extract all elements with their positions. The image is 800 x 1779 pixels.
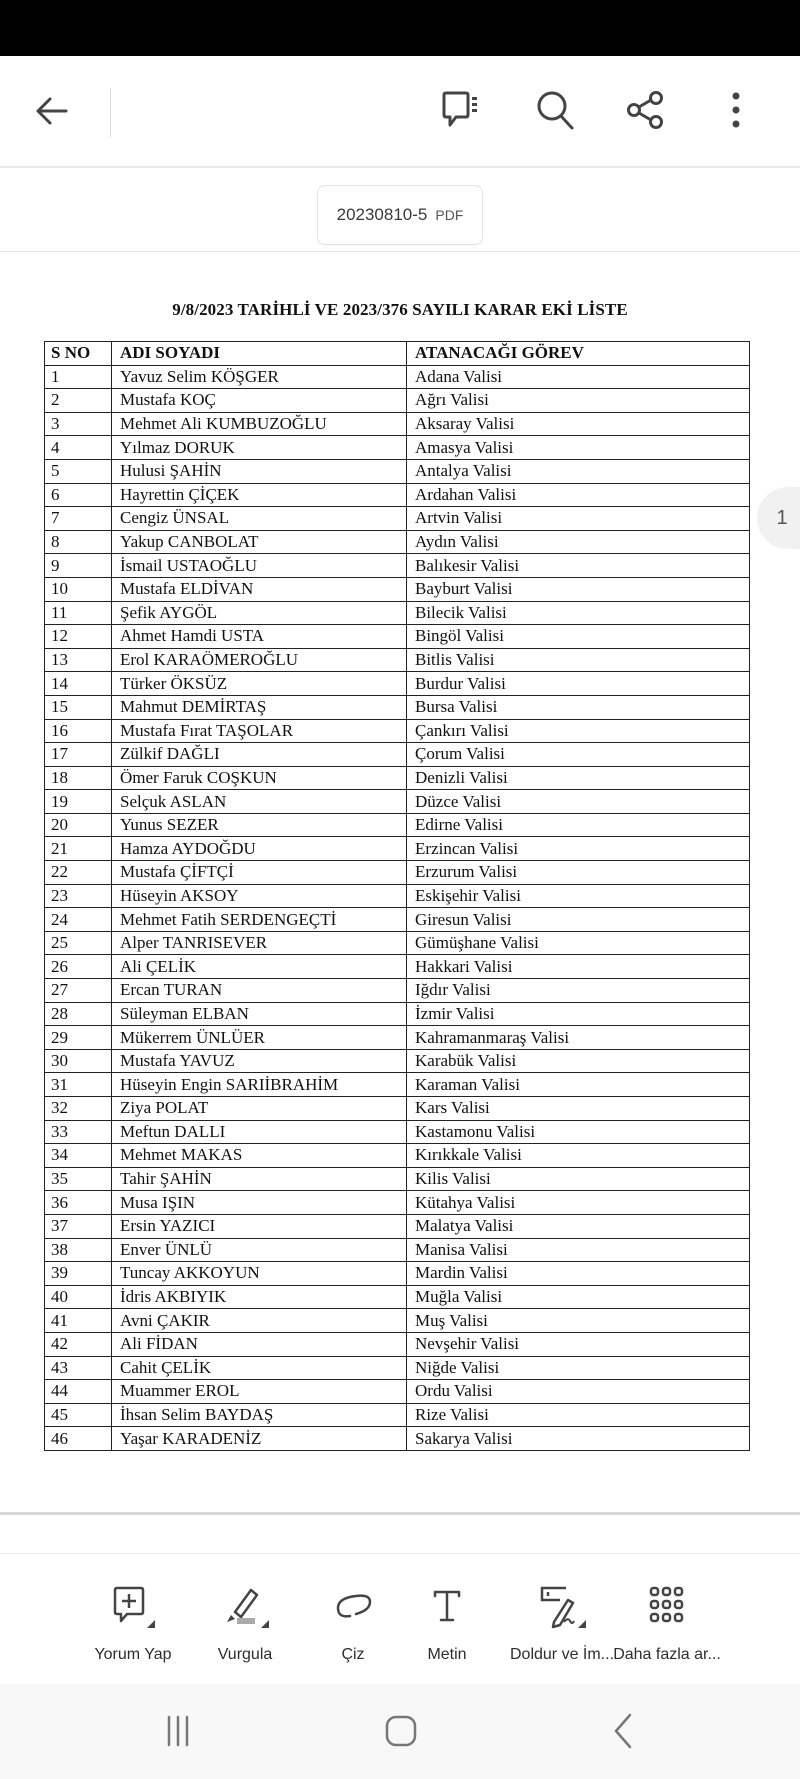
- file-name: 20230810-5: [336, 205, 428, 224]
- cell-name: Muammer EROL: [112, 1380, 407, 1404]
- cell-name: Hamza AYDOĞDU: [112, 837, 407, 861]
- cell-name: Mustafa Fırat TAŞOLAR: [112, 719, 407, 743]
- cell-sno: 40: [45, 1285, 112, 1309]
- table-row: [45, 648, 750, 672]
- cell-duty: Gümüşhane Valisi: [407, 931, 750, 955]
- tool-label: Doldur ve İm...: [509, 1646, 615, 1663]
- cell-name: İhsan Selim BAYDAŞ: [112, 1403, 407, 1427]
- tool-label: Daha fazla ar...: [613, 1646, 721, 1663]
- table-row: [45, 790, 750, 814]
- governor-list-table: [44, 341, 750, 1451]
- cell-name: Ercan TURAN: [112, 979, 407, 1003]
- cell-duty: Denizli Valisi: [407, 766, 750, 790]
- search-button[interactable]: [532, 86, 580, 134]
- cell-sno: 29: [45, 1026, 112, 1050]
- cell-name: Süleyman ELBAN: [112, 1002, 407, 1026]
- cell-name: Mehmet Fatih SERDENGEÇTİ: [112, 908, 407, 932]
- table-row: [45, 577, 750, 601]
- cell-name: Yaşar KARADENİZ: [112, 1427, 407, 1451]
- cell-duty: Aksaray Valisi: [407, 412, 750, 436]
- cell-name: Hulusi ŞAHİN: [112, 459, 407, 483]
- cell-name: Hüseyin Engin SARIİBRAHİM: [112, 1073, 407, 1097]
- cell-sno: 11: [45, 601, 112, 625]
- file-name-chip[interactable]: [317, 185, 483, 245]
- tool-more-tools[interactable]: [607, 1584, 727, 1674]
- cell-sno: 4: [45, 436, 112, 460]
- text-icon: [427, 1584, 467, 1630]
- document-title: 9/8/2023 TARİHLİ VE 2023/376 SAYILI KARAR EKİ LİSTE: [172, 300, 628, 319]
- cell-duty: Sakarya Valisi: [407, 1427, 750, 1451]
- table-row: [45, 1026, 750, 1050]
- tool-label: Çiz: [341, 1646, 365, 1663]
- cell-sno: 26: [45, 955, 112, 979]
- cell-duty: İzmir Valisi: [407, 1002, 750, 1026]
- table-row: [45, 1049, 750, 1073]
- cell-name: Yavuz Selim KÖŞGER: [112, 365, 407, 389]
- search-icon: [534, 88, 578, 132]
- status-bar: [0, 0, 800, 56]
- back-button[interactable]: [30, 89, 74, 133]
- cell-name: Mustafa KOÇ: [112, 389, 407, 413]
- table-row: [45, 861, 750, 885]
- table-row: [45, 1167, 750, 1191]
- table-row: [45, 1097, 750, 1121]
- cell-name: Yunus SEZER: [112, 813, 407, 837]
- cell-name: Alper TANRISEVER: [112, 931, 407, 955]
- cell-name: Ersin YAZICI: [112, 1214, 407, 1238]
- cell-sno: 25: [45, 931, 112, 955]
- cell-name: Mustafa YAVUZ: [112, 1049, 407, 1073]
- pdf-page[interactable]: [0, 252, 800, 1512]
- cell-name: Şefik AYGÖL: [112, 601, 407, 625]
- cell-name: Yılmaz DORUK: [112, 436, 407, 460]
- add-comment-icon: [103, 1584, 163, 1630]
- comment-list-button[interactable]: [437, 86, 485, 134]
- cell-duty: Karabük Valisi: [407, 1049, 750, 1073]
- cell-name: Erol KARAÖMEROĞLU: [112, 648, 407, 672]
- table-row: [45, 1285, 750, 1309]
- table-row: [45, 813, 750, 837]
- table-row: [45, 601, 750, 625]
- cell-name: Hüseyin AKSOY: [112, 884, 407, 908]
- more-vertical-icon: [726, 88, 746, 132]
- cell-name: Meftun DALLI: [112, 1120, 407, 1144]
- cell-sno: 15: [45, 695, 112, 719]
- cell-duty: Karaman Valisi: [407, 1073, 750, 1097]
- cell-name: Tahir ŞAHİN: [112, 1167, 407, 1191]
- cell-duty: Kastamonu Valisi: [407, 1120, 750, 1144]
- tool-text[interactable]: [387, 1584, 507, 1674]
- cell-sno: 42: [45, 1332, 112, 1356]
- cell-name: Mehmet Ali KUMBUZOĞLU: [112, 412, 407, 436]
- table-row: [45, 766, 750, 790]
- cell-sno: 13: [45, 648, 112, 672]
- system-back-button[interactable]: [594, 1706, 654, 1756]
- cell-sno: 36: [45, 1191, 112, 1215]
- cell-sno: 21: [45, 837, 112, 861]
- table-row: [45, 1238, 750, 1262]
- cell-name: Türker ÖKSÜZ: [112, 672, 407, 696]
- table-row: [45, 695, 750, 719]
- app-bar: [0, 56, 800, 166]
- cell-name: Cahit ÇELİK: [112, 1356, 407, 1380]
- cell-duty: Iğdır Valisi: [407, 979, 750, 1003]
- cell-sno: 45: [45, 1403, 112, 1427]
- page-number: 1: [776, 506, 788, 529]
- table-row: [45, 483, 750, 507]
- cell-name: İsmail USTAOĞLU: [112, 554, 407, 578]
- cell-name: Enver ÜNLÜ: [112, 1238, 407, 1262]
- column-header-duty: ATANACAĞI GÖREV: [407, 342, 750, 366]
- cell-duty: Erzincan Valisi: [407, 837, 750, 861]
- cell-duty: Giresun Valisi: [407, 908, 750, 932]
- tool-label: Yorum Yap: [94, 1646, 172, 1663]
- table-row: [45, 931, 750, 955]
- cell-sno: 33: [45, 1120, 112, 1144]
- cell-sno: 10: [45, 577, 112, 601]
- table-row: [45, 1144, 750, 1168]
- cell-sno: 34: [45, 1144, 112, 1168]
- cell-name: İdris AKBIYIK: [112, 1285, 407, 1309]
- home-icon: [381, 1711, 421, 1751]
- table-row: [45, 1356, 750, 1380]
- fill-sign-icon: [530, 1584, 594, 1630]
- cell-name: Tuncay AKKOYUN: [112, 1262, 407, 1286]
- cell-duty: Ordu Valisi: [407, 1380, 750, 1404]
- table-row: [45, 884, 750, 908]
- cell-duty: Burdur Valisi: [407, 672, 750, 696]
- cell-name: Ahmet Hamdi USTA: [112, 625, 407, 649]
- table-row: [45, 1309, 750, 1333]
- cell-name: Musa IŞIN: [112, 1191, 407, 1215]
- tool-label: Metin: [427, 1646, 467, 1663]
- more-tools-icon: [645, 1584, 689, 1630]
- cell-sno: 6: [45, 483, 112, 507]
- table-row: [45, 979, 750, 1003]
- cell-duty: Kırıkkale Valisi: [407, 1144, 750, 1168]
- cell-duty: Mardin Valisi: [407, 1262, 750, 1286]
- cell-name: Ziya POLAT: [112, 1097, 407, 1121]
- cell-duty: Erzurum Valisi: [407, 861, 750, 885]
- cell-sno: 2: [45, 389, 112, 413]
- cell-sno: 23: [45, 884, 112, 908]
- tool-label: Vurgula: [217, 1646, 273, 1663]
- cell-duty: Edirne Valisi: [407, 813, 750, 837]
- cell-sno: 39: [45, 1262, 112, 1286]
- cell-duty: Bursa Valisi: [407, 695, 750, 719]
- recents-icon: [158, 1711, 198, 1751]
- cell-duty: Malatya Valisi: [407, 1214, 750, 1238]
- cell-sno: 27: [45, 979, 112, 1003]
- cell-sno: 30: [45, 1049, 112, 1073]
- home-button[interactable]: [371, 1706, 431, 1756]
- table-row: [45, 625, 750, 649]
- cell-name: Mükerrem ÜNLÜER: [112, 1026, 407, 1050]
- cell-duty: Eskişehir Valisi: [407, 884, 750, 908]
- back-chevron-icon: [604, 1711, 644, 1751]
- cell-duty: Niğde Valisi: [407, 1356, 750, 1380]
- table-row: [45, 1073, 750, 1097]
- cell-duty: Antalya Valisi: [407, 459, 750, 483]
- cell-name: Mustafa ÇİFTÇİ: [112, 861, 407, 885]
- document-bottom-divider: [0, 1512, 800, 1515]
- table-row: [45, 1214, 750, 1238]
- cell-name: Mehmet MAKAS: [112, 1144, 407, 1168]
- table-row: [45, 507, 750, 531]
- cell-duty: Bilecik Valisi: [407, 601, 750, 625]
- table-row: [45, 719, 750, 743]
- cell-duty: Çorum Valisi: [407, 743, 750, 767]
- cell-duty: Muş Valisi: [407, 1309, 750, 1333]
- cell-sno: 5: [45, 459, 112, 483]
- cell-sno: 37: [45, 1214, 112, 1238]
- table-row: [45, 1120, 750, 1144]
- cell-duty: Kütahya Valisi: [407, 1191, 750, 1215]
- table-row: [45, 365, 750, 389]
- cell-duty: Aydın Valisi: [407, 530, 750, 554]
- cell-name: Ömer Faruk COŞKUN: [112, 766, 407, 790]
- cell-name: Mahmut DEMİRTAŞ: [112, 695, 407, 719]
- cell-sno: 19: [45, 790, 112, 814]
- cell-sno: 20: [45, 813, 112, 837]
- cell-sno: 46: [45, 1427, 112, 1451]
- cell-duty: Kahramanmaraş Valisi: [407, 1026, 750, 1050]
- cell-name: Zülkif DAĞLI: [112, 743, 407, 767]
- highlighter-icon: [215, 1584, 275, 1630]
- cell-duty: Nevşehir Valisi: [407, 1332, 750, 1356]
- cell-name: Selçuk ASLAN: [112, 790, 407, 814]
- cell-name: Mustafa ELDİVAN: [112, 577, 407, 601]
- cell-duty: Artvin Valisi: [407, 507, 750, 531]
- cell-name: Hayrettin ÇİÇEK: [112, 483, 407, 507]
- column-header-name: ADI SOYADI: [112, 342, 407, 366]
- table-row: [45, 412, 750, 436]
- arrow-left-icon: [30, 89, 74, 133]
- system-navigation-bar: [0, 1684, 800, 1779]
- cell-duty: Amasya Valisi: [407, 436, 750, 460]
- cell-duty: Kilis Valisi: [407, 1167, 750, 1191]
- share-icon: [623, 88, 667, 132]
- cell-sno: 28: [45, 1002, 112, 1026]
- table-row: [45, 837, 750, 861]
- cell-sno: 35: [45, 1167, 112, 1191]
- cell-sno: 31: [45, 1073, 112, 1097]
- cell-duty: Rize Valisi: [407, 1403, 750, 1427]
- cell-duty: Balıkesir Valisi: [407, 554, 750, 578]
- table-body: [45, 365, 750, 1450]
- cell-sno: 8: [45, 530, 112, 554]
- share-button[interactable]: [621, 86, 669, 134]
- cell-sno: 17: [45, 743, 112, 767]
- cell-sno: 7: [45, 507, 112, 531]
- cell-name: Yakup CANBOLAT: [112, 530, 407, 554]
- table-row: [45, 554, 750, 578]
- table-row: [45, 1002, 750, 1026]
- cell-duty: Kars Valisi: [407, 1097, 750, 1121]
- cell-duty: Manisa Valisi: [407, 1238, 750, 1262]
- cell-duty: Bingöl Valisi: [407, 625, 750, 649]
- table-row: [45, 1380, 750, 1404]
- table-row: [45, 1403, 750, 1427]
- cell-duty: Muğla Valisi: [407, 1285, 750, 1309]
- cell-sno: 38: [45, 1238, 112, 1262]
- table-row: [45, 955, 750, 979]
- cell-sno: 16: [45, 719, 112, 743]
- cell-duty: Adana Valisi: [407, 365, 750, 389]
- cell-duty: Düzce Valisi: [407, 790, 750, 814]
- comment-list-icon: [438, 87, 484, 133]
- cell-sno: 14: [45, 672, 112, 696]
- table-row: [45, 908, 750, 932]
- app-bar-divider: [0, 166, 800, 168]
- cell-sno: 22: [45, 861, 112, 885]
- cell-name: Ali FİDAN: [112, 1332, 407, 1356]
- column-header-sno: S NO: [45, 342, 112, 366]
- cell-sno: 12: [45, 625, 112, 649]
- cell-sno: 9: [45, 554, 112, 578]
- table-row: [45, 1427, 750, 1451]
- more-options-button[interactable]: [712, 86, 760, 134]
- cell-sno: 41: [45, 1309, 112, 1333]
- cell-sno: 44: [45, 1380, 112, 1404]
- cell-duty: Bayburt Valisi: [407, 577, 750, 601]
- draw-icon: [328, 1584, 378, 1630]
- annotation-toolbar: [0, 1554, 800, 1684]
- table-row: [45, 1191, 750, 1215]
- cell-sno: 32: [45, 1097, 112, 1121]
- cell-sno: 1: [45, 365, 112, 389]
- cell-duty: Ağrı Valisi: [407, 389, 750, 413]
- table-row: [45, 743, 750, 767]
- cell-sno: 3: [45, 412, 112, 436]
- table-header-row: [45, 342, 750, 366]
- cell-name: Cengiz ÜNSAL: [112, 507, 407, 531]
- cell-sno: 18: [45, 766, 112, 790]
- table-row: [45, 389, 750, 413]
- cell-duty: Bitlis Valisi: [407, 648, 750, 672]
- table-row: [45, 1262, 750, 1286]
- cell-name: Ali ÇELİK: [112, 955, 407, 979]
- cell-duty: Çankırı Valisi: [407, 719, 750, 743]
- app-bar-separator: [110, 88, 111, 138]
- recents-button[interactable]: [148, 1706, 208, 1756]
- table-row: [45, 672, 750, 696]
- table-row: [45, 459, 750, 483]
- cell-duty: Hakkari Valisi: [407, 955, 750, 979]
- table-row: [45, 530, 750, 554]
- cell-duty: Ardahan Valisi: [407, 483, 750, 507]
- table-row: [45, 1332, 750, 1356]
- table-row: [45, 436, 750, 460]
- cell-sno: 24: [45, 908, 112, 932]
- cell-sno: 43: [45, 1356, 112, 1380]
- file-type: PDF: [435, 207, 464, 223]
- cell-name: Avni ÇAKIR: [112, 1309, 407, 1333]
